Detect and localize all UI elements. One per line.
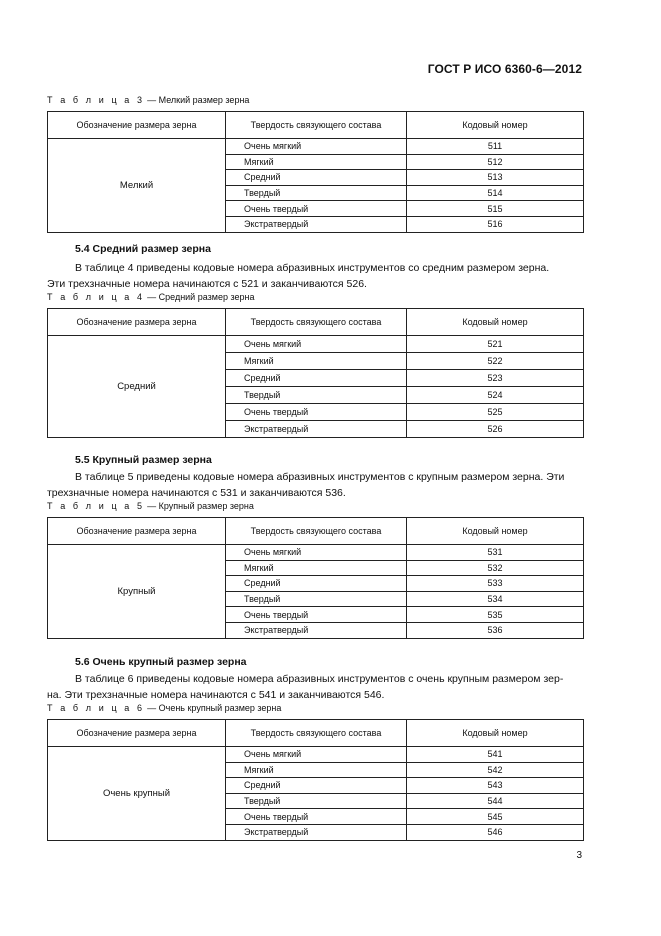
grain-size-cell: Мелкий [48, 139, 226, 233]
code-cell: 533 [407, 576, 584, 592]
page-number: 3 [576, 850, 582, 861]
code-cell: 545 [407, 809, 584, 825]
paragraph-line: В таблице 6 приведены кодовые номера абразивных инструментов с очень крупным размером зер- [75, 673, 564, 685]
grain-size-cell: Крупный [48, 545, 226, 639]
section-5-6-title: 5.6 Очень крупный размер зерна [75, 656, 247, 668]
code-cell: 542 [407, 762, 584, 778]
code-cell: 543 [407, 778, 584, 794]
column-header-hardness: Твердость связующего состава [226, 112, 407, 139]
table-3-caption-label: Т а б л и ц а 3 [47, 95, 145, 105]
table-5-caption-title: — Крупный размер зерна [147, 501, 254, 511]
table-5-caption-label: Т а б л и ц а 5 [47, 501, 145, 511]
hardness-cell: Мягкий [226, 154, 407, 170]
table-row [48, 336, 584, 353]
hardness-cell: Твердый [226, 591, 407, 607]
table-6-caption-label: Т а б л и ц а 6 [47, 703, 145, 713]
hardness-cell: Твердый [226, 185, 407, 201]
paragraph-line: на. Эти трехзначные номера начинаются с 541 и заканчиваются 546. [47, 688, 385, 701]
code-cell: 515 [407, 201, 584, 217]
code-cell: 524 [407, 387, 584, 404]
code-cell: 541 [407, 747, 584, 763]
column-header-hardness: Твердость связующего состава [226, 720, 407, 747]
table-header-row [48, 112, 584, 139]
code-cell: 531 [407, 545, 584, 561]
code-cell: 521 [407, 336, 584, 353]
hardness-cell: Очень твердый [226, 404, 407, 421]
hardness-cell: Средний [226, 170, 407, 186]
section-5-4-title: 5.4 Средний размер зерна [75, 243, 211, 255]
hardness-cell: Очень твердый [226, 809, 407, 825]
code-cell: 535 [407, 607, 584, 623]
hardness-cell: Средний [226, 370, 407, 387]
hardness-cell: Очень мягкий [226, 336, 407, 353]
paragraph-line: Эти трехзначные номера начинаются с 521 и заканчиваются 526. [47, 277, 367, 290]
hardness-cell: Очень мягкий [226, 139, 407, 155]
table-6-caption [47, 703, 281, 713]
code-cell: 526 [407, 421, 584, 438]
column-header-designation: Обозначение размера зерна [48, 112, 226, 139]
column-header-designation: Обозначение размера зерна [48, 309, 226, 336]
table-4-caption [47, 292, 254, 302]
hardness-cell: Экстратвердый [226, 421, 407, 438]
code-cell: 536 [407, 622, 584, 638]
code-cell: 544 [407, 793, 584, 809]
column-header-designation: Обозначение размера зерна [48, 518, 226, 545]
column-header-hardness: Твердость связующего состава [226, 309, 407, 336]
hardness-cell: Очень мягкий [226, 545, 407, 561]
code-cell: 511 [407, 139, 584, 155]
table-row [48, 139, 584, 155]
code-cell: 512 [407, 154, 584, 170]
column-header-hardness: Твердость связующего состава [226, 518, 407, 545]
hardness-cell: Твердый [226, 387, 407, 404]
table-header-row [48, 518, 584, 545]
table-4 [47, 308, 584, 438]
hardness-cell: Экстратвердый [226, 622, 407, 638]
code-cell: 523 [407, 370, 584, 387]
hardness-cell: Очень мягкий [226, 747, 407, 763]
code-cell: 532 [407, 560, 584, 576]
table-5 [47, 517, 584, 639]
code-cell: 525 [407, 404, 584, 421]
code-cell: 534 [407, 591, 584, 607]
hardness-cell: Очень твердый [226, 607, 407, 623]
grain-size-cell: Очень крупный [48, 747, 226, 841]
paragraph-line: В таблице 4 приведены кодовые номера абразивных инструментов со средним размером зерна. [75, 262, 550, 274]
paragraph-line: трехзначные номера начинаются с 531 и заканчиваются 536. [47, 486, 346, 499]
table-header-row [48, 720, 584, 747]
paragraph-line: В таблице 5 приведены кодовые номера абразивных инструментов с крупным размером зерна. Эти [75, 471, 565, 483]
table-row [48, 747, 584, 763]
hardness-cell: Мягкий [226, 560, 407, 576]
table-5-caption [47, 501, 254, 511]
hardness-cell: Экстратвердый [226, 824, 407, 840]
section-5-5-paragraph [47, 470, 583, 501]
table-row [48, 545, 584, 561]
section-5-5-title: 5.5 Крупный размер зерна [75, 454, 212, 466]
column-header-designation: Обозначение размера зерна [48, 720, 226, 747]
code-cell: 546 [407, 824, 584, 840]
column-header-code: Кодовый номер [407, 720, 584, 747]
code-cell: 513 [407, 170, 584, 186]
table-3-caption-title: — Мелкий размер зерна [147, 95, 250, 105]
document-header: ГОСТ Р ИСО 6360-6—2012 [427, 62, 582, 76]
column-header-code: Кодовый номер [407, 518, 584, 545]
column-header-code: Кодовый номер [407, 309, 584, 336]
hardness-cell: Средний [226, 778, 407, 794]
hardness-cell: Мягкий [226, 762, 407, 778]
code-cell: 514 [407, 185, 584, 201]
table-3 [47, 111, 584, 233]
hardness-cell: Мягкий [226, 353, 407, 370]
grain-size-cell: Средний [48, 336, 226, 438]
hardness-cell: Очень твердый [226, 201, 407, 217]
hardness-cell: Средний [226, 576, 407, 592]
table-4-caption-title: — Средний размер зерна [147, 292, 255, 302]
column-header-code: Кодовый номер [407, 112, 584, 139]
table-header-row [48, 309, 584, 336]
code-cell: 516 [407, 216, 584, 232]
code-cell: 522 [407, 353, 584, 370]
section-5-6-paragraph [47, 672, 583, 703]
section-5-4-paragraph [47, 261, 583, 292]
table-3-caption [47, 95, 249, 105]
hardness-cell: Твердый [226, 793, 407, 809]
hardness-cell: Экстратвердый [226, 216, 407, 232]
table-6-caption-title: — Очень крупный размер зерна [147, 703, 282, 713]
table-4-caption-label: Т а б л и ц а 4 [47, 292, 145, 302]
table-6 [47, 719, 584, 841]
